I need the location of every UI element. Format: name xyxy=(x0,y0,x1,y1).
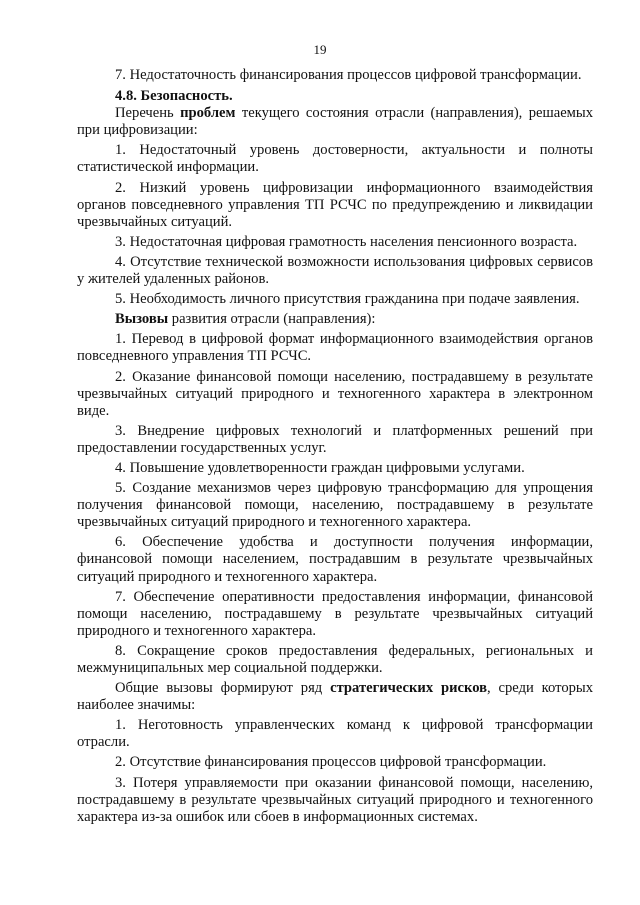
challenges-lead-after: развития отрасли (направления): xyxy=(168,311,376,328)
risks-lead-bold: стратегических рисков xyxy=(330,680,488,697)
challenges-lead-bold: Вызовы xyxy=(115,311,169,328)
challenges-section xyxy=(77,311,593,677)
section-heading: 4.8. Безопасность. xyxy=(115,88,233,105)
risks-lead-after: , среди которых наиболее значимы: xyxy=(77,680,594,714)
problems-lead-bold: проблем xyxy=(180,105,236,122)
intro-item: 7. Недостаточность финансирования процессов цифровой трансформации. xyxy=(115,67,582,83)
risk-item: 2. Отсутствие финансирования процессов цифровой трансформации. xyxy=(115,754,547,771)
problems-lead-before: Перечень xyxy=(115,105,181,122)
problem-item: 4. Отсутствие технической возможности использования цифровых сервисов у жителей удаленных районов. xyxy=(77,253,593,288)
risks-lead xyxy=(77,680,593,714)
risks-lead-before: Общие вызовы формируют ряд xyxy=(115,680,331,697)
risk-item: 3. Потеря управляемости при оказании финансовой помощи, населению, пострадавшему в результате чрезвычайных ситуаций природного и техногенного характера из-за ошибок или сбоев в информационных системах. xyxy=(77,774,593,825)
page-number: 19 xyxy=(313,42,327,57)
challenge-item: 4. Повышение удовлетворенности граждан цифровыми услугами. xyxy=(115,459,525,476)
risk-item: 1. Неготовность управленческих команд к цифровой трансформации отрасли. xyxy=(77,717,593,751)
problem-item: 5. Необходимость личного присутствия гражданина при подаче заявления. xyxy=(115,291,580,308)
document-body xyxy=(77,67,593,826)
challenge-item: 6. Обеспечение удобства и доступности получения информации, финансовой помощи населением, пострадавшим в результате чрезвычайных ситуаций природного и техногенного характера. xyxy=(77,534,593,585)
problem-item: 3. Недостаточная цифровая грамотность населения пенсионного возраста. xyxy=(115,233,578,250)
challenge-item: 5. Создание механизмов через цифровую трансформацию для упрощения получения финансовой помощи, населению, пострадавшему в результате чрезвычайных ситуаций природного и техногенного характера. xyxy=(77,480,593,531)
problems-lead-after: текущего состояния отрасли (направления), решаемых при цифровизации: xyxy=(77,105,594,139)
challenges-lead xyxy=(77,311,593,328)
problems-lead xyxy=(77,105,593,139)
challenge-item: 1. Перевод в цифровой формат информационного взаимодействия органов повседневного управления ТП РСЧС. xyxy=(77,331,593,365)
challenge-item: 8. Сокращение сроков предоставления федеральных, региональных и межмуниципальных мер социальной поддержки. xyxy=(77,642,593,676)
challenge-item: 3. Внедрение цифровых технологий и платформенных решений при предоставлении государственных услуг. xyxy=(77,422,593,456)
challenge-item: 7. Обеспечение оперативности предоставления информации, финансовой помощи населению, пострадавшему в результате чрезвычайных ситуаций природного и техногенного характера. xyxy=(77,588,593,639)
problems-section xyxy=(77,105,593,308)
risks-section xyxy=(77,680,593,826)
problem-item: 1. Недостаточный уровень достоверности, актуальности и полноты статистической информации. xyxy=(77,142,593,176)
problem-item: 2. Низкий уровень цифровизации информационного взаимодействия органов повседневного управления ТП РСЧС по предупреждению и ликвидации чрезвычайных ситуаций. xyxy=(77,179,593,230)
challenge-item: 2. Оказание финансовой помощи населению, пострадавшему в результате чрезвычайных ситуаций природного и техногенного характера в электронном виде. xyxy=(77,368,593,419)
